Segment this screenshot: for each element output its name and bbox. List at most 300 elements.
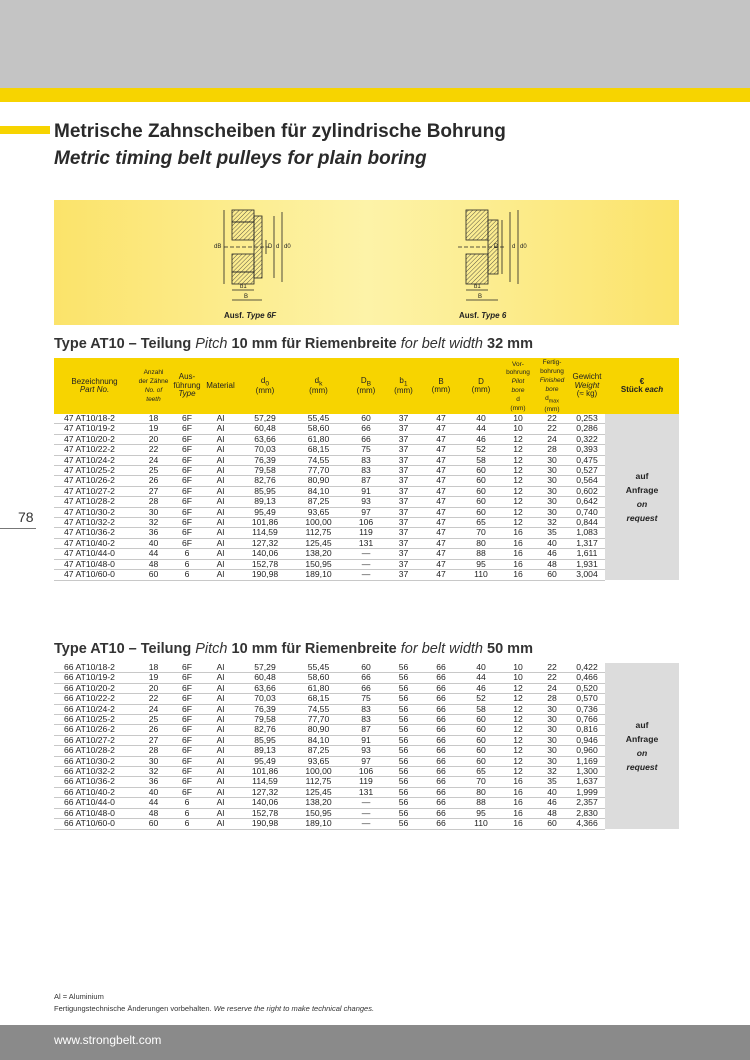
svg-text:d: d [276, 244, 280, 250]
cell-dk: 189,10 [291, 819, 346, 829]
cell-dk: 87,25 [291, 746, 346, 756]
cell-weight: 0,422 [569, 663, 605, 673]
cell-b: 47 [421, 497, 461, 507]
cell-d: 65 [461, 518, 501, 528]
cell-db: 131 [346, 538, 386, 548]
section-title-part: Type AT10 – Teilung [54, 641, 196, 657]
cell-type: 6 [172, 798, 202, 808]
cell-d: 46 [461, 434, 501, 444]
cell-db: 60 [346, 414, 386, 424]
cell-type: 6F [172, 518, 202, 528]
cell-finished-bore: 24 [535, 683, 569, 693]
table-row [54, 518, 679, 528]
cell-b: 66 [421, 798, 461, 808]
cell-material: Al [202, 704, 239, 714]
table-row [54, 767, 679, 777]
cell-b1: 56 [386, 663, 421, 673]
cell-d0: 127,32 [239, 787, 291, 797]
cell-b1: 56 [386, 673, 421, 683]
cell-b1: 37 [386, 434, 421, 444]
cell-pilot-bore: 12 [501, 725, 535, 735]
cell-part-no: 47 AT10/24-2 [54, 455, 135, 465]
table-row [54, 798, 679, 808]
price-text: on [636, 499, 648, 509]
cell-dk: 58,60 [291, 673, 346, 683]
cell-d0: 127,32 [239, 538, 291, 548]
cell-material: Al [202, 725, 239, 735]
cell-teeth: 18 [135, 414, 172, 424]
cell-pilot-bore: 12 [501, 735, 535, 745]
pulley-table-32mm [54, 358, 679, 581]
cell-pilot-bore: 12 [501, 767, 535, 777]
cell-finished-bore: 32 [535, 767, 569, 777]
col-header-b: B (mm) [421, 358, 461, 414]
footnote-changes-en: We reserve the right to make technical changes. [213, 1004, 375, 1013]
cell-part-no: 47 AT10/22-2 [54, 445, 135, 455]
cell-pilot-bore: 12 [501, 497, 535, 507]
cell-teeth: 28 [135, 746, 172, 756]
table-row [54, 507, 679, 517]
cell-material: Al [202, 486, 239, 496]
cell-weight: 0,520 [569, 683, 605, 693]
cell-material: Al [202, 798, 239, 808]
cell-b1: 56 [386, 777, 421, 787]
cell-type: 6F [172, 683, 202, 693]
cell-b1: 56 [386, 694, 421, 704]
cell-b: 47 [421, 434, 461, 444]
cell-part-no: 66 AT10/30-2 [54, 756, 135, 766]
cell-teeth: 24 [135, 704, 172, 714]
title-accent-bar [0, 126, 50, 134]
cell-d: 60 [461, 735, 501, 745]
cell-finished-bore: 48 [535, 808, 569, 818]
caption-prefix: Ausf. [459, 311, 479, 320]
cell-d: 40 [461, 663, 501, 673]
cell-db: 83 [346, 704, 386, 714]
cell-weight: 0,946 [569, 735, 605, 745]
cell-weight: 2,357 [569, 798, 605, 808]
cell-b1: 37 [386, 549, 421, 559]
cell-part-no: 47 AT10/48-0 [54, 559, 135, 569]
cell-material: Al [202, 414, 239, 424]
table-row [54, 476, 679, 486]
cell-d: 60 [461, 486, 501, 496]
table-row [54, 424, 679, 434]
cell-teeth: 32 [135, 767, 172, 777]
svg-text:b1: b1 [474, 284, 481, 290]
cell-db: — [346, 549, 386, 559]
cell-weight: 0,527 [569, 466, 605, 476]
svg-text:B: B [244, 294, 249, 300]
cell-material: Al [202, 559, 239, 569]
cell-d0: 85,95 [239, 486, 291, 496]
cell-finished-bore: 35 [535, 528, 569, 538]
table-row [54, 787, 679, 797]
col-header-d: D (mm) [461, 358, 501, 414]
cell-dk: 61,80 [291, 434, 346, 444]
caption-prefix: Ausf. [224, 311, 244, 320]
table-row [54, 559, 679, 569]
cell-b1: 56 [386, 725, 421, 735]
cell-b: 47 [421, 528, 461, 538]
cell-pilot-bore: 12 [501, 704, 535, 714]
cell-db: — [346, 570, 386, 580]
price-text: Anfrage [625, 734, 659, 744]
table-row [54, 704, 679, 714]
cell-material: Al [202, 518, 239, 528]
cell-d0: 152,78 [239, 808, 291, 818]
svg-text:d0: d0 [284, 244, 291, 250]
col-header-weight: Gewicht Weight (≈ kg) [569, 358, 605, 414]
cell-part-no: 47 AT10/18-2 [54, 414, 135, 424]
cell-part-no: 66 AT10/18-2 [54, 663, 135, 673]
cell-db: 93 [346, 497, 386, 507]
cell-type: 6 [172, 819, 202, 829]
col-header-db: $D_B$ (mm) [346, 358, 386, 414]
cell-b1: 37 [386, 466, 421, 476]
cell-b: 47 [421, 570, 461, 580]
cell-d0: 70,03 [239, 694, 291, 704]
cell-d: 65 [461, 767, 501, 777]
cell-part-no: 47 AT10/60-0 [54, 570, 135, 580]
cell-b: 66 [421, 808, 461, 818]
cell-b: 66 [421, 746, 461, 756]
cell-b: 66 [421, 777, 461, 787]
cell-pilot-bore: 10 [501, 424, 535, 434]
cell-part-no: 47 AT10/26-2 [54, 476, 135, 486]
cell-db: 91 [346, 486, 386, 496]
cell-b: 47 [421, 414, 461, 424]
cell-dk: 150,95 [291, 808, 346, 818]
table-row [54, 528, 679, 538]
price-text: Anfrage [625, 485, 659, 495]
cell-b: 47 [421, 538, 461, 548]
cell-type: 6 [172, 559, 202, 569]
cell-b: 47 [421, 466, 461, 476]
cell-b1: 56 [386, 683, 421, 693]
table-row [54, 538, 679, 548]
cell-d0: 57,29 [239, 663, 291, 673]
cell-finished-bore: 28 [535, 445, 569, 455]
cell-material: Al [202, 735, 239, 745]
cell-dk: 55,45 [291, 663, 346, 673]
cell-d: 60 [461, 476, 501, 486]
table-row [54, 663, 679, 673]
cell-b1: 56 [386, 735, 421, 745]
cell-db: 106 [346, 518, 386, 528]
cell-d: 95 [461, 808, 501, 818]
cell-d: 60 [461, 756, 501, 766]
cell-finished-bore: 48 [535, 559, 569, 569]
table-row [54, 455, 679, 465]
table-row [54, 549, 679, 559]
cell-b1: 56 [386, 787, 421, 797]
cell-d: 40 [461, 414, 501, 424]
cell-finished-bore: 30 [535, 497, 569, 507]
cell-b: 66 [421, 715, 461, 725]
cell-part-no: 47 AT10/19-2 [54, 424, 135, 434]
col-header-type: Aus- führung Type [172, 358, 202, 414]
cell-material: Al [202, 683, 239, 693]
cell-part-no: 66 AT10/40-2 [54, 787, 135, 797]
footer-url-link[interactable]: www.strongbelt.com [54, 1033, 162, 1047]
cell-db: — [346, 819, 386, 829]
pulley-6-drawing [458, 210, 527, 300]
table-row [54, 735, 679, 745]
cell-teeth: 44 [135, 798, 172, 808]
cell-d0: 114,59 [239, 528, 291, 538]
cell-weight: 2,830 [569, 808, 605, 818]
cell-material: Al [202, 808, 239, 818]
cell-type: 6F [172, 673, 202, 683]
cell-teeth: 36 [135, 777, 172, 787]
cell-b1: 37 [386, 424, 421, 434]
cell-type: 6F [172, 424, 202, 434]
cell-weight: 3,004 [569, 570, 605, 580]
section-title-50mm [54, 641, 533, 657]
table-row [54, 715, 679, 725]
cell-type: 6 [172, 570, 202, 580]
col-header-pilot-bore: Vor- bohrung Pilot bore d (mm) [501, 358, 535, 414]
cell-weight: 0,766 [569, 715, 605, 725]
cell-dk: 189,10 [291, 570, 346, 580]
cell-b1: 56 [386, 756, 421, 766]
cell-d0: 101,86 [239, 767, 291, 777]
cell-b: 66 [421, 694, 461, 704]
cell-b1: 37 [386, 414, 421, 424]
caption-type: Type 6F [246, 311, 277, 320]
cell-type: 6F [172, 434, 202, 444]
cell-part-no: 47 AT10/25-2 [54, 466, 135, 476]
cell-part-no: 47 AT10/40-2 [54, 538, 135, 548]
cell-weight: 1,611 [569, 549, 605, 559]
cell-type: 6F [172, 476, 202, 486]
header-yellow-stripe [0, 88, 750, 102]
cell-material: Al [202, 787, 239, 797]
cell-material: Al [202, 570, 239, 580]
svg-text:b1: b1 [240, 284, 247, 290]
cell-weight: 0,475 [569, 455, 605, 465]
cell-db: 87 [346, 725, 386, 735]
cell-material: Al [202, 746, 239, 756]
table-row [54, 486, 679, 496]
cell-dk: 58,60 [291, 424, 346, 434]
cell-type: 6F [172, 735, 202, 745]
cell-dk: 68,15 [291, 694, 346, 704]
cell-b1: 56 [386, 746, 421, 756]
table-row [54, 466, 679, 476]
cell-part-no: 66 AT10/22-2 [54, 694, 135, 704]
cell-dk: 77,70 [291, 715, 346, 725]
table-row [54, 434, 679, 444]
cell-teeth: 30 [135, 507, 172, 517]
cell-pilot-bore: 16 [501, 559, 535, 569]
cell-pilot-bore: 16 [501, 528, 535, 538]
cell-part-no: 66 AT10/20-2 [54, 683, 135, 693]
price-text: on [636, 748, 648, 758]
cell-d0: 140,06 [239, 549, 291, 559]
cell-finished-bore: 30 [535, 466, 569, 476]
cell-b: 47 [421, 445, 461, 455]
cell-dk: 112,75 [291, 528, 346, 538]
cell-weight: 0,642 [569, 497, 605, 507]
cell-d0: 140,06 [239, 798, 291, 808]
cell-db: 97 [346, 507, 386, 517]
col-header-d0: $d_0$ (mm) [239, 358, 291, 414]
cell-dk: 87,25 [291, 497, 346, 507]
table-row [54, 725, 679, 735]
cell-b: 66 [421, 704, 461, 714]
cell-d0: 89,13 [239, 497, 291, 507]
cell-pilot-bore: 16 [501, 798, 535, 808]
svg-text:dB: dB [214, 244, 222, 250]
cell-dk: 93,65 [291, 507, 346, 517]
cell-part-no: 66 AT10/27-2 [54, 735, 135, 745]
cell-finished-bore: 22 [535, 663, 569, 673]
cell-b: 66 [421, 683, 461, 693]
cell-teeth: 18 [135, 663, 172, 673]
cell-teeth: 40 [135, 787, 172, 797]
cell-pilot-bore: 16 [501, 787, 535, 797]
cell-teeth: 22 [135, 445, 172, 455]
col-header-finished-bore: Fertig- bohrung Finished bore $d_{max}$ (mm) [535, 358, 569, 414]
cell-finished-bore: 60 [535, 570, 569, 580]
col-header-dk: $d_k$ (mm) [291, 358, 346, 414]
table-body-32mm [54, 414, 679, 580]
cell-pilot-bore: 12 [501, 683, 535, 693]
section-title-part: 32 mm [482, 336, 533, 352]
cell-weight: 1,300 [569, 767, 605, 777]
cell-d0: 85,95 [239, 735, 291, 745]
cell-dk: 61,80 [291, 683, 346, 693]
cell-part-no: 47 AT10/28-2 [54, 497, 135, 507]
cell-b: 66 [421, 756, 461, 766]
cell-part-no: 66 AT10/32-2 [54, 767, 135, 777]
cell-b: 66 [421, 725, 461, 735]
cell-dk: 150,95 [291, 559, 346, 569]
page-number-rule [0, 528, 36, 529]
col-header-teeth: Anzahl der Zähne No. of teeth [135, 358, 172, 414]
cell-db: 93 [346, 746, 386, 756]
cell-finished-bore: 30 [535, 507, 569, 517]
cell-material: Al [202, 434, 239, 444]
cell-teeth: 20 [135, 683, 172, 693]
table-row [54, 756, 679, 766]
cell-d0: 60,48 [239, 424, 291, 434]
cell-part-no: 47 AT10/36-2 [54, 528, 135, 538]
cell-d: 60 [461, 715, 501, 725]
cell-b: 47 [421, 507, 461, 517]
cell-d0: 79,58 [239, 466, 291, 476]
cell-pilot-bore: 12 [501, 445, 535, 455]
cell-d: 58 [461, 704, 501, 714]
table-row [54, 673, 679, 683]
cell-pilot-bore: 10 [501, 414, 535, 424]
cell-db: 119 [346, 777, 386, 787]
section-title-part: 10 mm für Riemenbreite [227, 641, 401, 657]
cell-dk: 84,10 [291, 735, 346, 745]
cell-teeth: 36 [135, 528, 172, 538]
price-text: request [626, 513, 658, 523]
cell-b: 66 [421, 787, 461, 797]
cell-b1: 37 [386, 570, 421, 580]
cell-dk: 80,90 [291, 725, 346, 735]
cell-teeth: 25 [135, 715, 172, 725]
cell-weight: 1,999 [569, 787, 605, 797]
cell-dk: 84,10 [291, 486, 346, 496]
section-title-part: Type AT10 – Teilung [54, 336, 196, 352]
cell-teeth: 48 [135, 808, 172, 818]
cell-weight: 0,960 [569, 746, 605, 756]
cell-finished-bore: 22 [535, 424, 569, 434]
cell-db: 60 [346, 663, 386, 673]
cell-b: 47 [421, 518, 461, 528]
cell-d: 60 [461, 746, 501, 756]
col-header-price: € Stück each [605, 358, 679, 414]
cell-db: 119 [346, 528, 386, 538]
cell-type: 6F [172, 663, 202, 673]
cell-d0: 190,98 [239, 570, 291, 580]
cell-part-no: 66 AT10/25-2 [54, 715, 135, 725]
cell-b1: 37 [386, 518, 421, 528]
pulley-drawings [54, 200, 679, 325]
cell-weight: 1,637 [569, 777, 605, 787]
cell-b: 47 [421, 424, 461, 434]
cell-b: 66 [421, 673, 461, 683]
cell-d0: 57,29 [239, 414, 291, 424]
cell-pilot-bore: 12 [501, 486, 535, 496]
cell-b1: 56 [386, 704, 421, 714]
cell-d0: 190,98 [239, 819, 291, 829]
cell-material: Al [202, 538, 239, 548]
cell-d: 58 [461, 455, 501, 465]
cell-teeth: 44 [135, 549, 172, 559]
cell-part-no: 66 AT10/60-0 [54, 819, 135, 829]
cell-dk: 138,20 [291, 549, 346, 559]
cell-b1: 37 [386, 507, 421, 517]
cell-finished-bore: 30 [535, 486, 569, 496]
cell-finished-bore: 46 [535, 549, 569, 559]
cell-db: 87 [346, 476, 386, 486]
cell-type: 6 [172, 808, 202, 818]
section-title-pitch: Pitch [195, 336, 228, 352]
cell-weight: 0,602 [569, 486, 605, 496]
cell-db: 106 [346, 767, 386, 777]
cell-material: Al [202, 767, 239, 777]
cell-teeth: 27 [135, 486, 172, 496]
cell-teeth: 40 [135, 538, 172, 548]
cell-finished-bore: 32 [535, 518, 569, 528]
col-header-b1: $b_1$ (mm) [386, 358, 421, 414]
cell-b1: 37 [386, 445, 421, 455]
cell-dk: 138,20 [291, 798, 346, 808]
cell-weight: 1,083 [569, 528, 605, 538]
cell-type: 6F [172, 787, 202, 797]
price-text: request [626, 762, 658, 772]
cell-b: 47 [421, 559, 461, 569]
cell-finished-bore: 30 [535, 715, 569, 725]
cell-teeth: 60 [135, 819, 172, 829]
cell-b: 66 [421, 767, 461, 777]
cell-material: Al [202, 756, 239, 766]
cell-d0: 82,76 [239, 476, 291, 486]
cell-pilot-bore: 12 [501, 476, 535, 486]
cell-part-no: 47 AT10/30-2 [54, 507, 135, 517]
cell-pilot-bore: 16 [501, 777, 535, 787]
footnote-material: Al = Aluminium [54, 992, 104, 1001]
cell-dk: 125,45 [291, 538, 346, 548]
cell-pilot-bore: 12 [501, 746, 535, 756]
